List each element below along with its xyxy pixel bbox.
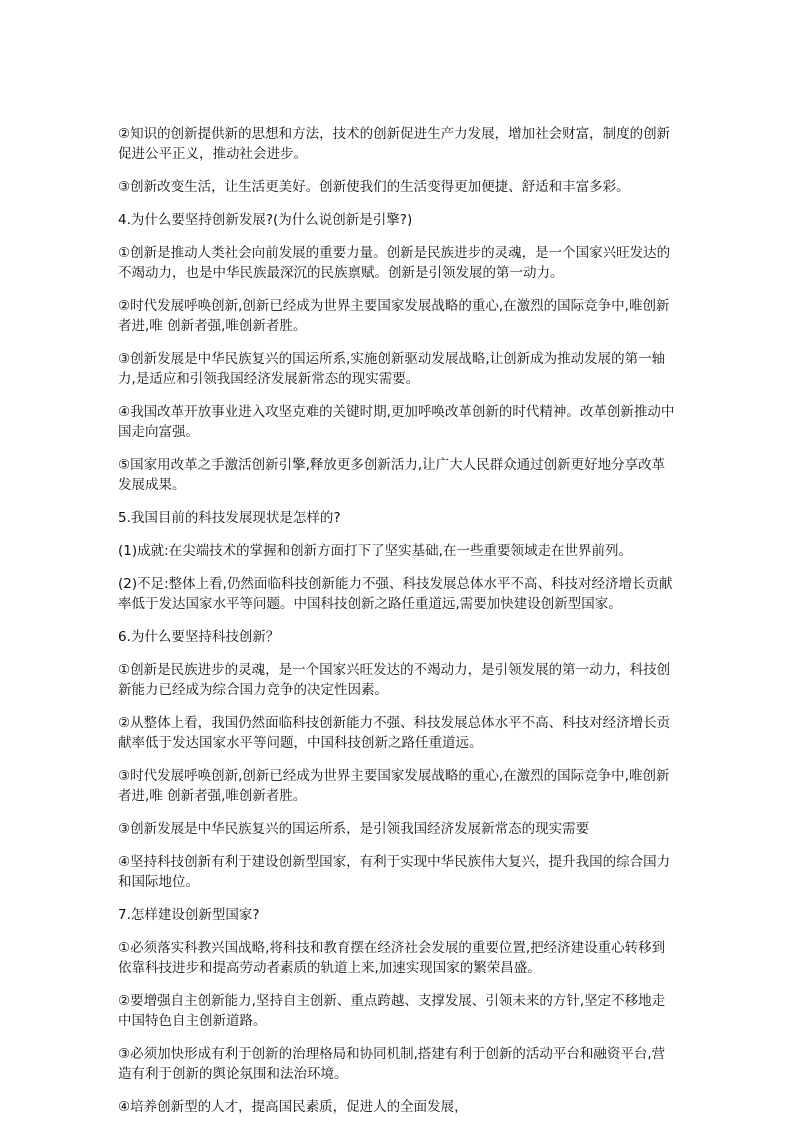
q6-point-1: ①创新是民族进步的灵魂，是一个国家兴旺发达的不竭动力，是引领发展的第一动力，科技创新能力已经成为综合国力竞争的决定性因素。: [118, 662, 671, 698]
question-4-heading: 4.为什么要坚持创新发展?(为什么说创新是引擎?): [118, 212, 413, 228]
q6-point-3: ③时代发展呼唤创新,创新已经成为世界主要国家发展战略的重心,在激烈的国际竞争中,唯创新者进,唯 创新者强,唯创新者胜。: [118, 768, 670, 804]
q6-point-2: ②从整体上看，我国仍然面临科技创新能力不强、科技发展总体水平不高、科技对经济增长贡献率低于发达国家水平等问题，中国科技创新之路任重道远。: [118, 715, 671, 751]
q4-point-3: ③创新发展是中华民族复兴的国运所系,实施创新驱动发展战略,让创新成为推动发展的第一轴力,是适应和引领我国经济发展新常态的现实需要。: [118, 351, 666, 387]
question-6-heading: 6.为什么要坚持科技创新？: [118, 629, 280, 645]
paragraph-innovation-changes-life: ③创新改变生活，让生活更美好。创新使我们的生活变得更加便捷、舒适和丰富多彩。: [118, 179, 630, 195]
q4-point-2: ②时代发展呼唤创新,创新已经成为世界主要国家发展战略的重心,在激烈的国际竞争中,唯创新者进,唯 创新者强,唯创新者胜。: [118, 298, 670, 334]
question-7-heading: 7.怎样建设创新型国家?: [118, 907, 260, 923]
document-page: [118, 124, 678, 1130]
q5-achievements: (1)成就:在尖端技术的掌握和创新方面打下了坚实基础,在一些重要领域走在世界前列。: [118, 543, 632, 559]
q5-shortcomings: (2)不足:整体上看,仍然面临科技创新能力不强、科技发展总体水平不高、科技对经济增长贡献率低于发达国家水平等问题。中国科技创新之路任重道远,需要加快建设创新型国家。: [118, 576, 673, 612]
q4-point-5: ⑤国家用改革之手激活创新引擎,释放更多创新活力,让广大人民群众通过创新更好地分享改革发展成果。: [118, 457, 666, 493]
q7-point-4: ④培养创新型的人才，提高国民素质，促进人的全面发展，: [118, 1099, 468, 1115]
q6-point-4: ④坚持科技创新有利于建设创新型国家，有利于实现中华民族伟大复兴，提升我国的综合国力和国际地位。: [118, 854, 671, 890]
paragraph-knowledge-innovation: ②知识的创新提供新的思想和方法，技术的创新促进生产力发展，增加社会财富，制度的创新促进公平正义，推动社会进步。: [118, 126, 671, 162]
q6-point-3b: ③创新发展是中华民族复兴的国运所系，是引领我国经济发展新常态的现实需要: [118, 821, 590, 837]
q7-point-3: ③必须加快形成有利于创新的治理格局和协同机制,搭建有利于创新的活动平台和融资平台,营造有利于创新的舆论氛围和法治环境。: [118, 1046, 666, 1082]
q7-point-2: ②要增强自主创新能力,坚持自主创新、重点跨越、支撑发展、引领未来的方针,坚定不移地走中国特色自主创新道路。: [118, 993, 666, 1029]
question-5-heading: 5.我国目前的科技发展现状是怎样的?: [118, 510, 341, 526]
q7-point-1: ①必须落实科教兴国战略,将科技和教育摆在经济社会发展的重要位置,把经济建设重心转移到依靠科技进步和提高劳动者素质的轨道上来,加速实现国家的繁荣昌盛。: [118, 940, 666, 976]
q4-point-1: ①创新是推动人类社会向前发展的重要力量。创新是民族进步的灵魂，是一个国家兴旺发达的不竭动力，也是中华民族最深沉的民族禀赋。创新是引领发展的第一动力。: [118, 245, 671, 281]
q4-point-4: ④我国改革开放事业进入攻坚克难的关键时期,更加呼唤改革创新的时代精神。改革创新推动中国走向富强。: [118, 404, 675, 440]
